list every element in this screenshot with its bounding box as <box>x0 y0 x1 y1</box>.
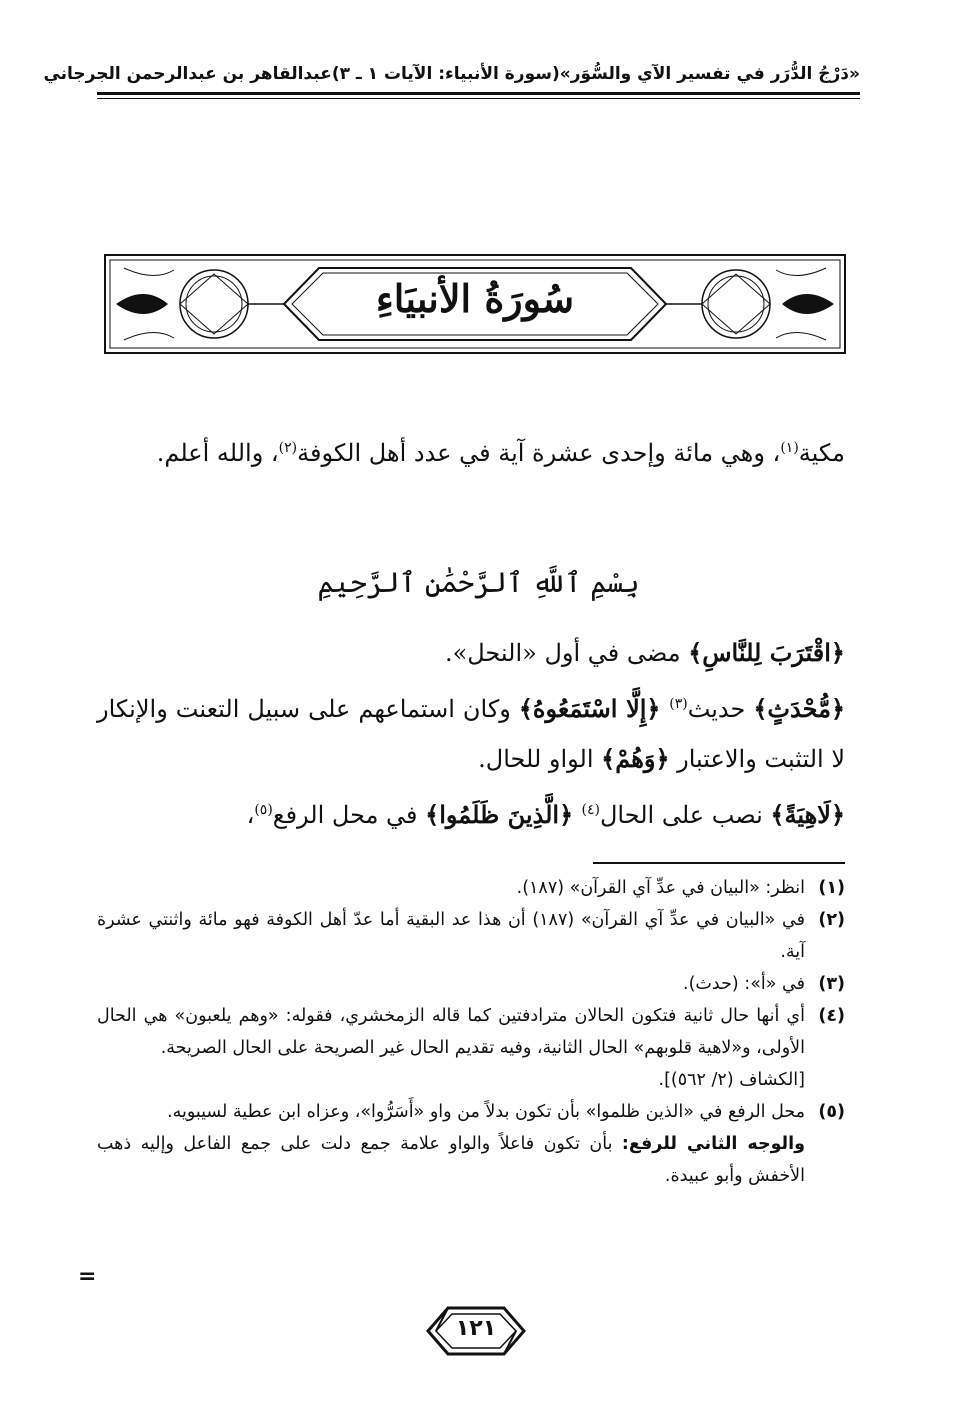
surah-title-frame <box>104 254 846 354</box>
footnote-separator <box>593 862 845 864</box>
footnote-item <box>97 904 845 968</box>
footnote-ref: (٣) <box>669 696 688 712</box>
footnote-ref: (١) <box>780 440 799 456</box>
footnote-text: أي أنها حال ثانية فتكون الحالان مترادفتين كما قاله الزمخشري، فقوله: «وهم يلعبون» هي الحال الأولى، و«لاهية قلوبهم» الحال الثانية، وفيه تقديم الحال غير الصريحة على الحال الصريحة. <box>97 1006 805 1058</box>
footnote-number: (١) <box>818 878 845 898</box>
commentary-text: ، <box>246 801 255 829</box>
footnote-ref: (٤) <box>581 802 600 818</box>
quran-quote: ﴿إِلَّا اسْتَمَعُوهُ﴾ <box>518 694 670 723</box>
footnote-number: (٥) <box>818 1102 845 1122</box>
page-number: ١٢١ <box>455 1316 497 1341</box>
commentary-text: في محل الرفع <box>272 801 426 829</box>
intro-text: مكية <box>798 439 845 467</box>
footnote-number: (٤) <box>818 1006 845 1026</box>
footnote-text: في «أ»: (حدث). <box>683 974 805 994</box>
intro-text: ، وهي مائة وإحدى عشرة آية في عدد أهل الكوفة <box>297 439 781 467</box>
basmala: بِسْمِ ٱللَّهِ ٱلرَّحْمَٰنِ ٱلرَّحِيمِ <box>317 566 640 599</box>
footnote-number: (٢) <box>818 910 845 930</box>
footnote-item <box>97 968 845 1000</box>
commentary-paragraph <box>97 684 845 784</box>
commentary-paragraph <box>97 790 845 840</box>
section-label: (سورة الأنبياء: الآيات ١ ـ ٣) <box>331 64 560 84</box>
footnote-citation: [الكشاف (٢/ ٥٦٢)]. <box>658 1070 805 1090</box>
quran-quote: ﴿اقْتَرَبَ لِلنَّاسِ﴾ <box>688 638 845 667</box>
footnote-text: محل الرفع في «الذين ظلموا» بأن تكون بدلاً من واو «أَسَرُّوا»، وعزاه ابن عطية لسيبويه. <box>167 1102 805 1122</box>
footnote-item <box>97 1096 845 1128</box>
footnote-item <box>97 1000 845 1064</box>
footnote-continuation <box>97 1128 845 1192</box>
commentary-text: حديث <box>687 695 754 723</box>
intro-text: ، والله أعلم. <box>156 439 279 467</box>
quran-quote: ﴿الَّذِينَ ظَلَمُوا﴾ <box>425 800 582 829</box>
footnote-text: في «البيان في عدِّ آي القرآن» (١٨٧) أن هذا عد البقية أما عدّ أهل الكوفة فهو مائة واثنتي عشرة آية. <box>97 910 805 962</box>
surah-title: سُورَةُ الأنبيَاءِ <box>375 276 575 321</box>
intro-paragraph <box>97 428 845 478</box>
footnote-text: انظر: «البيان في عدِّ آي القرآن» (١٨٧). <box>516 878 805 898</box>
continuation-mark: = <box>78 1264 97 1289</box>
commentary-text: الواو للحال. <box>478 745 602 773</box>
commentary-text: نصب على الحال <box>599 801 771 829</box>
footnote-item <box>97 872 845 904</box>
footnote-text: بأن تكون فاعلاً والواو علامة جمع دلت على جمع الفاعل وإليه ذهب الأخفش وأبو عبيدة. <box>97 1134 805 1186</box>
quran-quote: ﴿وَهُمْ﴾ <box>601 744 670 773</box>
header-rule <box>97 92 860 99</box>
footnote-subheading: والوجه الثاني للرفع: <box>621 1134 805 1154</box>
commentary-text: وكان استماعهم على سبيل التعنت والإنكار لا التثبت والاعتبار <box>97 695 845 773</box>
footnote-ref: (٢) <box>278 440 298 456</box>
book-title: «دَرْجُ الدُّرَر في تفسير الآي والسُّوَر» <box>559 64 860 84</box>
footnote-ref: (٥) <box>254 802 273 818</box>
footnote-number: (٣) <box>818 974 845 994</box>
footnotes <box>97 872 845 1192</box>
page-number-badge <box>426 1304 526 1358</box>
running-header <box>43 56 860 92</box>
commentary-text: مضى في أول «النحل». <box>444 639 689 667</box>
quran-quote: ﴿لَاهِيَةً﴾ <box>770 800 845 829</box>
quran-quote: ﴿مُّحْدَثٍ﴾ <box>753 694 846 723</box>
commentary-paragraph <box>97 628 845 678</box>
author-name: عبدالقاهر بن عبدالرحمن الجرجاني <box>43 64 332 84</box>
